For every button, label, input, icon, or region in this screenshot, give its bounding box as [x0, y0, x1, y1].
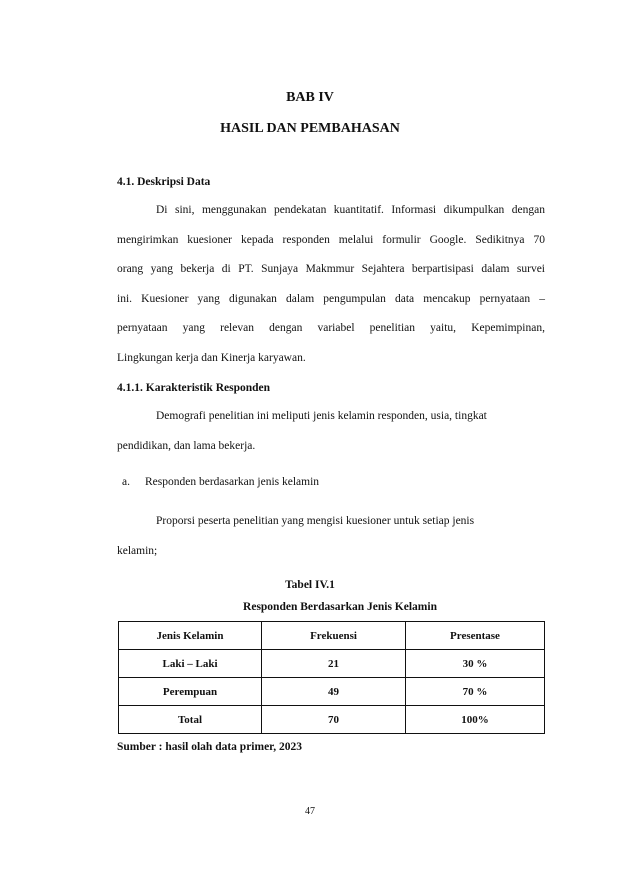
chapter-number: BAB IV	[286, 90, 334, 105]
table-cell: Perempuan	[119, 678, 262, 706]
table-cell: 30 %	[406, 650, 545, 678]
table-cell: 70 %	[406, 678, 545, 706]
paragraph-line: pendidikan, dan lama bekerja.	[117, 439, 256, 452]
table-cell: 100%	[406, 706, 545, 734]
list-marker: a.	[122, 476, 130, 488]
paragraph-karakteristik	[117, 402, 545, 461]
paragraph-line: kelamin;	[117, 544, 158, 557]
paragraph-line: pernyataan yang relevan dengan variabel penelitian yaitu, Kepemimpinan,	[117, 322, 545, 334]
table-header-cell: Presentase	[406, 622, 545, 650]
paragraph-line: Demografi penelitian ini meliputi jenis kelamin responden, usia, tingkat	[156, 410, 487, 422]
list-item-text: Responden berdasarkan jenis kelamin	[145, 476, 320, 488]
paragraph-line: Lingkungan kerja dan Kinerja karyawan.	[117, 351, 306, 364]
paragraph-proporsi	[117, 507, 545, 566]
table-source: Sumber : hasil olah data primer, 2023	[117, 741, 302, 753]
paragraph-deskripsi-data	[117, 196, 545, 373]
table-header-cell: Frekuensi	[262, 622, 406, 650]
table-caption: Tabel IV.1	[285, 579, 335, 591]
paragraph-line: Di sini, menggunakan pendekatan kuantitatif. Informasi dikumpulkan dengan	[156, 204, 545, 216]
table-row	[119, 650, 545, 678]
table-cell: 49	[262, 678, 406, 706]
paragraph-line: mengirimkan kuesioner kepada responden melalui formulir Google. Sedikitnya 70	[117, 233, 545, 246]
table-header-row	[119, 622, 545, 650]
section-title-4-1-1: 4.1.1. Karakteristik Responden	[117, 382, 271, 394]
table-cell: 70	[262, 706, 406, 734]
section-title-4-1: 4.1. Deskripsi Data	[117, 176, 211, 188]
page-number: 47	[305, 806, 315, 817]
table-cell: Laki – Laki	[119, 650, 262, 678]
table-cell: 21	[262, 650, 406, 678]
table-subtitle: Responden Berdasarkan Jenis Kelamin	[243, 601, 437, 613]
paragraph-line: orang yang bekerja di PT. Sunjaya Makmmur Sejahtera berpartisipasi dalam survei	[117, 263, 545, 275]
table-header-cell: Jenis Kelamin	[119, 622, 262, 650]
paragraph-line: Proporsi peserta penelitian yang mengisi kuesioner untuk setiap jenis	[156, 515, 475, 527]
table-row	[119, 678, 545, 706]
table-cell: Total	[119, 706, 262, 734]
paragraph-line: ini. Kuesioner yang digunakan dalam pengumpulan data mencakup pernyataan –	[117, 292, 545, 305]
table-row	[119, 706, 545, 734]
chapter-title: HASIL DAN PEMBAHASAN	[220, 121, 400, 136]
gender-table	[118, 621, 545, 734]
